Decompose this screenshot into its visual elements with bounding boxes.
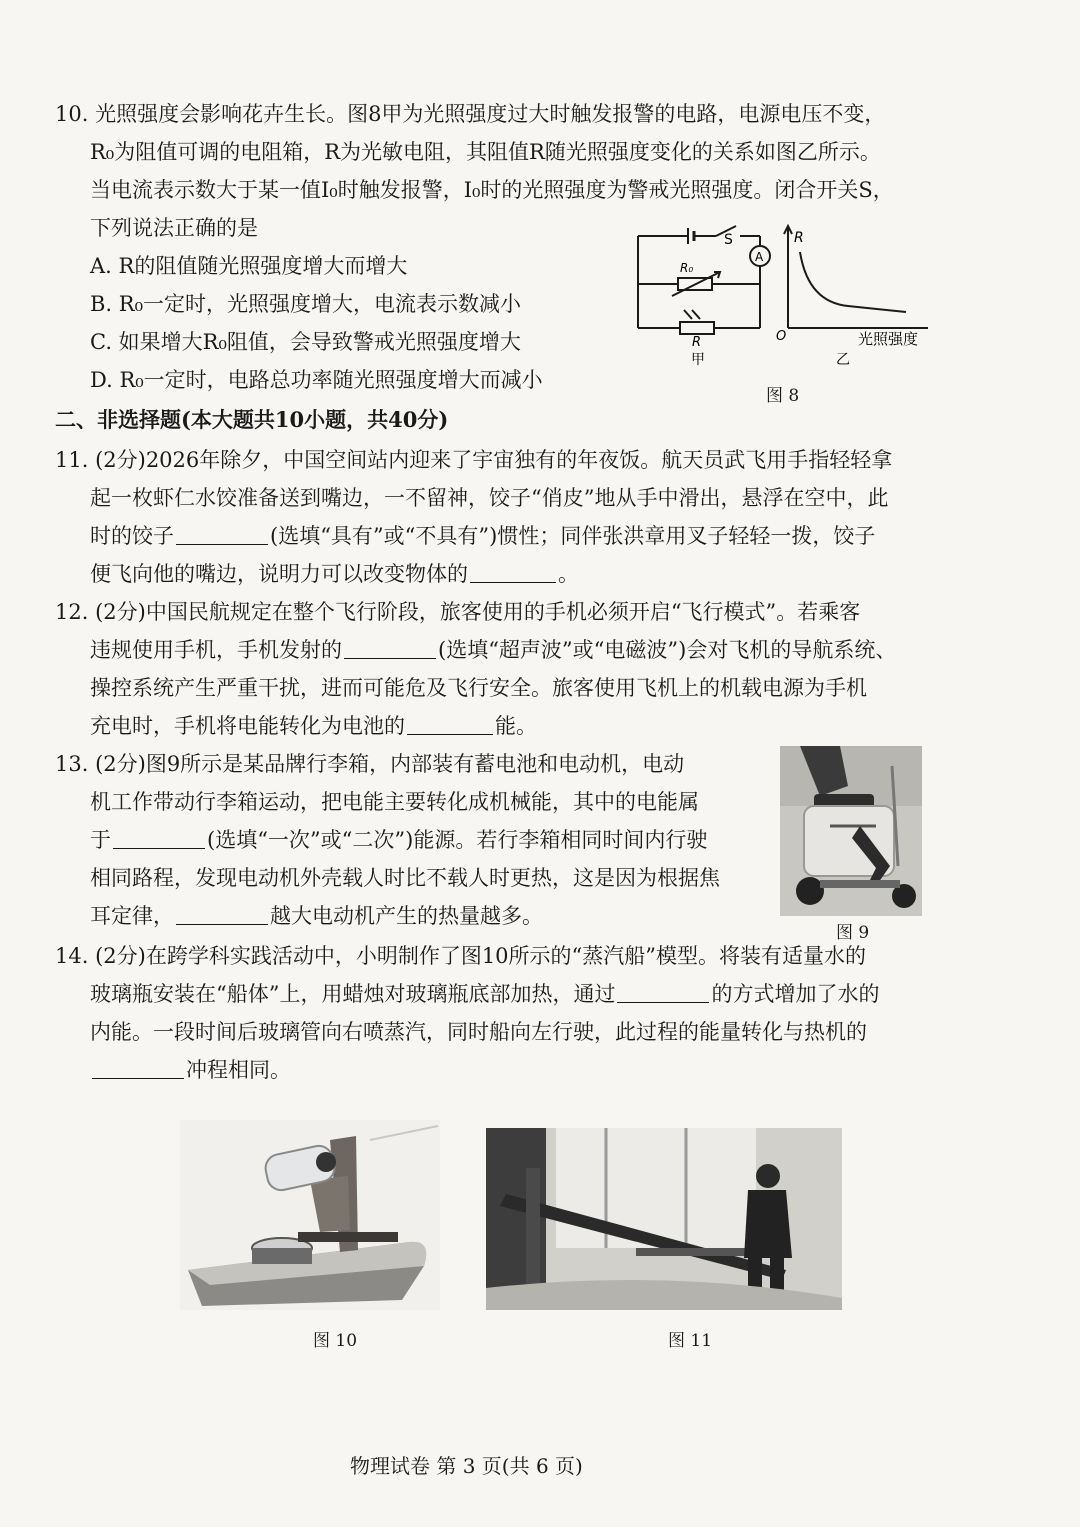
resistance-curve xyxy=(800,252,906,312)
q13-line5-part1: 耳定律， xyxy=(90,904,174,928)
ammeter-label: A xyxy=(755,250,764,264)
q11-blank2[interactable] xyxy=(470,562,556,583)
q11-line4 xyxy=(90,560,579,588)
q13-line2: 机工作带动行李箱运动，把电能主要转化成机械能，其中的电能属 xyxy=(90,790,699,814)
origin-label: O xyxy=(776,329,787,344)
figure-11-lever-photo xyxy=(486,1128,842,1310)
q12-line2-part1: 违规使用手机，手机发射的 xyxy=(90,638,342,662)
q13-line4: 相同路程，发现电动机外壳载人时比不载人时更热，这是因为根据焦 xyxy=(90,866,720,890)
q12-blank1[interactable] xyxy=(344,638,436,659)
q14-line4-part2: 冲程相同。 xyxy=(186,1058,291,1082)
fig11-caption: 图 11 xyxy=(668,1331,713,1351)
q14-line2 xyxy=(90,980,879,1008)
q12-line3: 操控系统产生严重干扰，进而可能危及飞行安全。旅客使用飞机上的机载电源为手机 xyxy=(90,676,867,700)
q13-line5-part2: 越大电动机产生的热量越多。 xyxy=(270,904,543,928)
q12-blank2[interactable] xyxy=(407,714,493,735)
q13-line1: 13. (2分)图9所示是某品牌行李箱，内部装有蓄电池和电动机，电动 xyxy=(55,752,685,776)
axis-x-label: 光照强度 xyxy=(858,330,919,348)
q12-line1: 12. (2分)中国民航规定在整个飞行阶段，旅客使用的手机必须开启“飞行模式”。若乘客 xyxy=(55,600,861,624)
q14-blank2[interactable] xyxy=(92,1058,184,1079)
q10-option-b: B. R₀一定时，光照强度增大，电流表示数减小 xyxy=(90,292,522,316)
yi-label: 乙 xyxy=(836,352,850,368)
q12-line2 xyxy=(90,636,896,664)
q13-line3-part2: (选填“一次”或“二次”)能源。若行李箱相同时间内行驶 xyxy=(207,828,708,852)
q14-line2-part1: 玻璃瓶安装在“船体”上，用蜡烛对玻璃瓶底部加热，通过 xyxy=(90,982,616,1006)
q11-line4-part1: 便飞向他的嘴边，说明力可以改变物体的 xyxy=(90,562,468,586)
q11-line3-part1: 时的饺子 xyxy=(90,524,174,548)
figure-9-luggage-photo xyxy=(780,746,922,916)
q14-line4 xyxy=(90,1056,291,1084)
q13-line5 xyxy=(90,902,543,930)
figure-8 xyxy=(628,222,938,402)
q11-blank1[interactable] xyxy=(176,524,268,545)
q11-line3 xyxy=(90,522,875,550)
figure-10-steamboat-photo xyxy=(180,1120,440,1310)
q10-option-d: D. R₀一定时，电路总功率随光照强度增大而减小 xyxy=(90,368,543,392)
q14-line2-part2: 的方式增加了水的 xyxy=(711,982,880,1006)
q13-blank1[interactable] xyxy=(113,828,205,849)
jia-label: 甲 xyxy=(691,352,705,368)
section-2-heading: 二、非选择题(本大题共10小题，共40分) xyxy=(55,407,449,432)
q12-line4-part2: 能。 xyxy=(495,714,537,738)
q11-line1: 11. (2分)2026年除夕，中国空间站内迎来了宇宙独有的年夜饭。航天员武飞用手指轻轻拿 xyxy=(55,448,893,472)
q11-line2: 起一枚虾仁水饺准备送到嘴边，一不留神，饺子“俏皮”地从手中滑出，悬浮在空中，此 xyxy=(90,486,889,510)
fig9-caption: 图 9 xyxy=(836,923,870,943)
r0-label: R₀ xyxy=(680,261,694,275)
q11-line3-part2: (选填“具有”或“不具有”)惯性；同伴张洪章用叉子轻轻一拨，饺子 xyxy=(270,524,876,548)
q12-line2-part2: (选填“超声波”或“电磁波”)会对飞机的导航系统、 xyxy=(438,638,897,662)
q13-line3 xyxy=(90,826,707,854)
fig8-caption: 图 8 xyxy=(766,386,800,406)
q10-line4: 下列说法正确的是 xyxy=(90,216,258,240)
q10-option-c: C. 如果增大R₀阻值，会导致警戒光照强度增大 xyxy=(90,330,521,354)
page-footer: 物理试卷 第 3 页(共 6 页) xyxy=(350,1454,583,1478)
q10-line2: R₀为阻值可调的电阻箱，R为光敏电阻，其阻值R随光照强度变化的关系如图乙所示。 xyxy=(90,140,881,164)
q14-line1: 14. (2分)在跨学科实践活动中，小明制作了图10所示的“蒸汽船”模型。将装有适量水的 xyxy=(55,944,867,968)
q10-line3: 当电流表示数大于某一值I₀时触发报警，I₀时的光照强度为警戒光照强度。闭合开关S， xyxy=(90,178,894,202)
switch-label: S xyxy=(724,232,733,248)
q11-line4-part2: 。 xyxy=(558,562,579,586)
axis-y-label: R xyxy=(794,230,804,246)
q10-option-a: A. R的阻值随光照强度增大而增大 xyxy=(90,254,408,278)
q14-line3: 内能。一段时间后玻璃管向右喷蒸汽，同时船向左行驶，此过程的能量转化与热机的 xyxy=(90,1020,867,1044)
q13-blank2[interactable] xyxy=(176,904,268,925)
q12-line4 xyxy=(90,712,537,740)
fig10-caption: 图 10 xyxy=(313,1331,358,1351)
q12-line4-part1: 充电时，手机将电能转化为电池的 xyxy=(90,714,405,738)
r-label: R xyxy=(692,335,702,350)
q13-line3-part1: 于 xyxy=(90,828,111,852)
q10-line1: 10. 光照强度会影响花卉生长。图8甲为光照强度过大时触发报警的电路，电源电压不变， xyxy=(55,102,886,126)
q14-blank1[interactable] xyxy=(617,982,709,1003)
